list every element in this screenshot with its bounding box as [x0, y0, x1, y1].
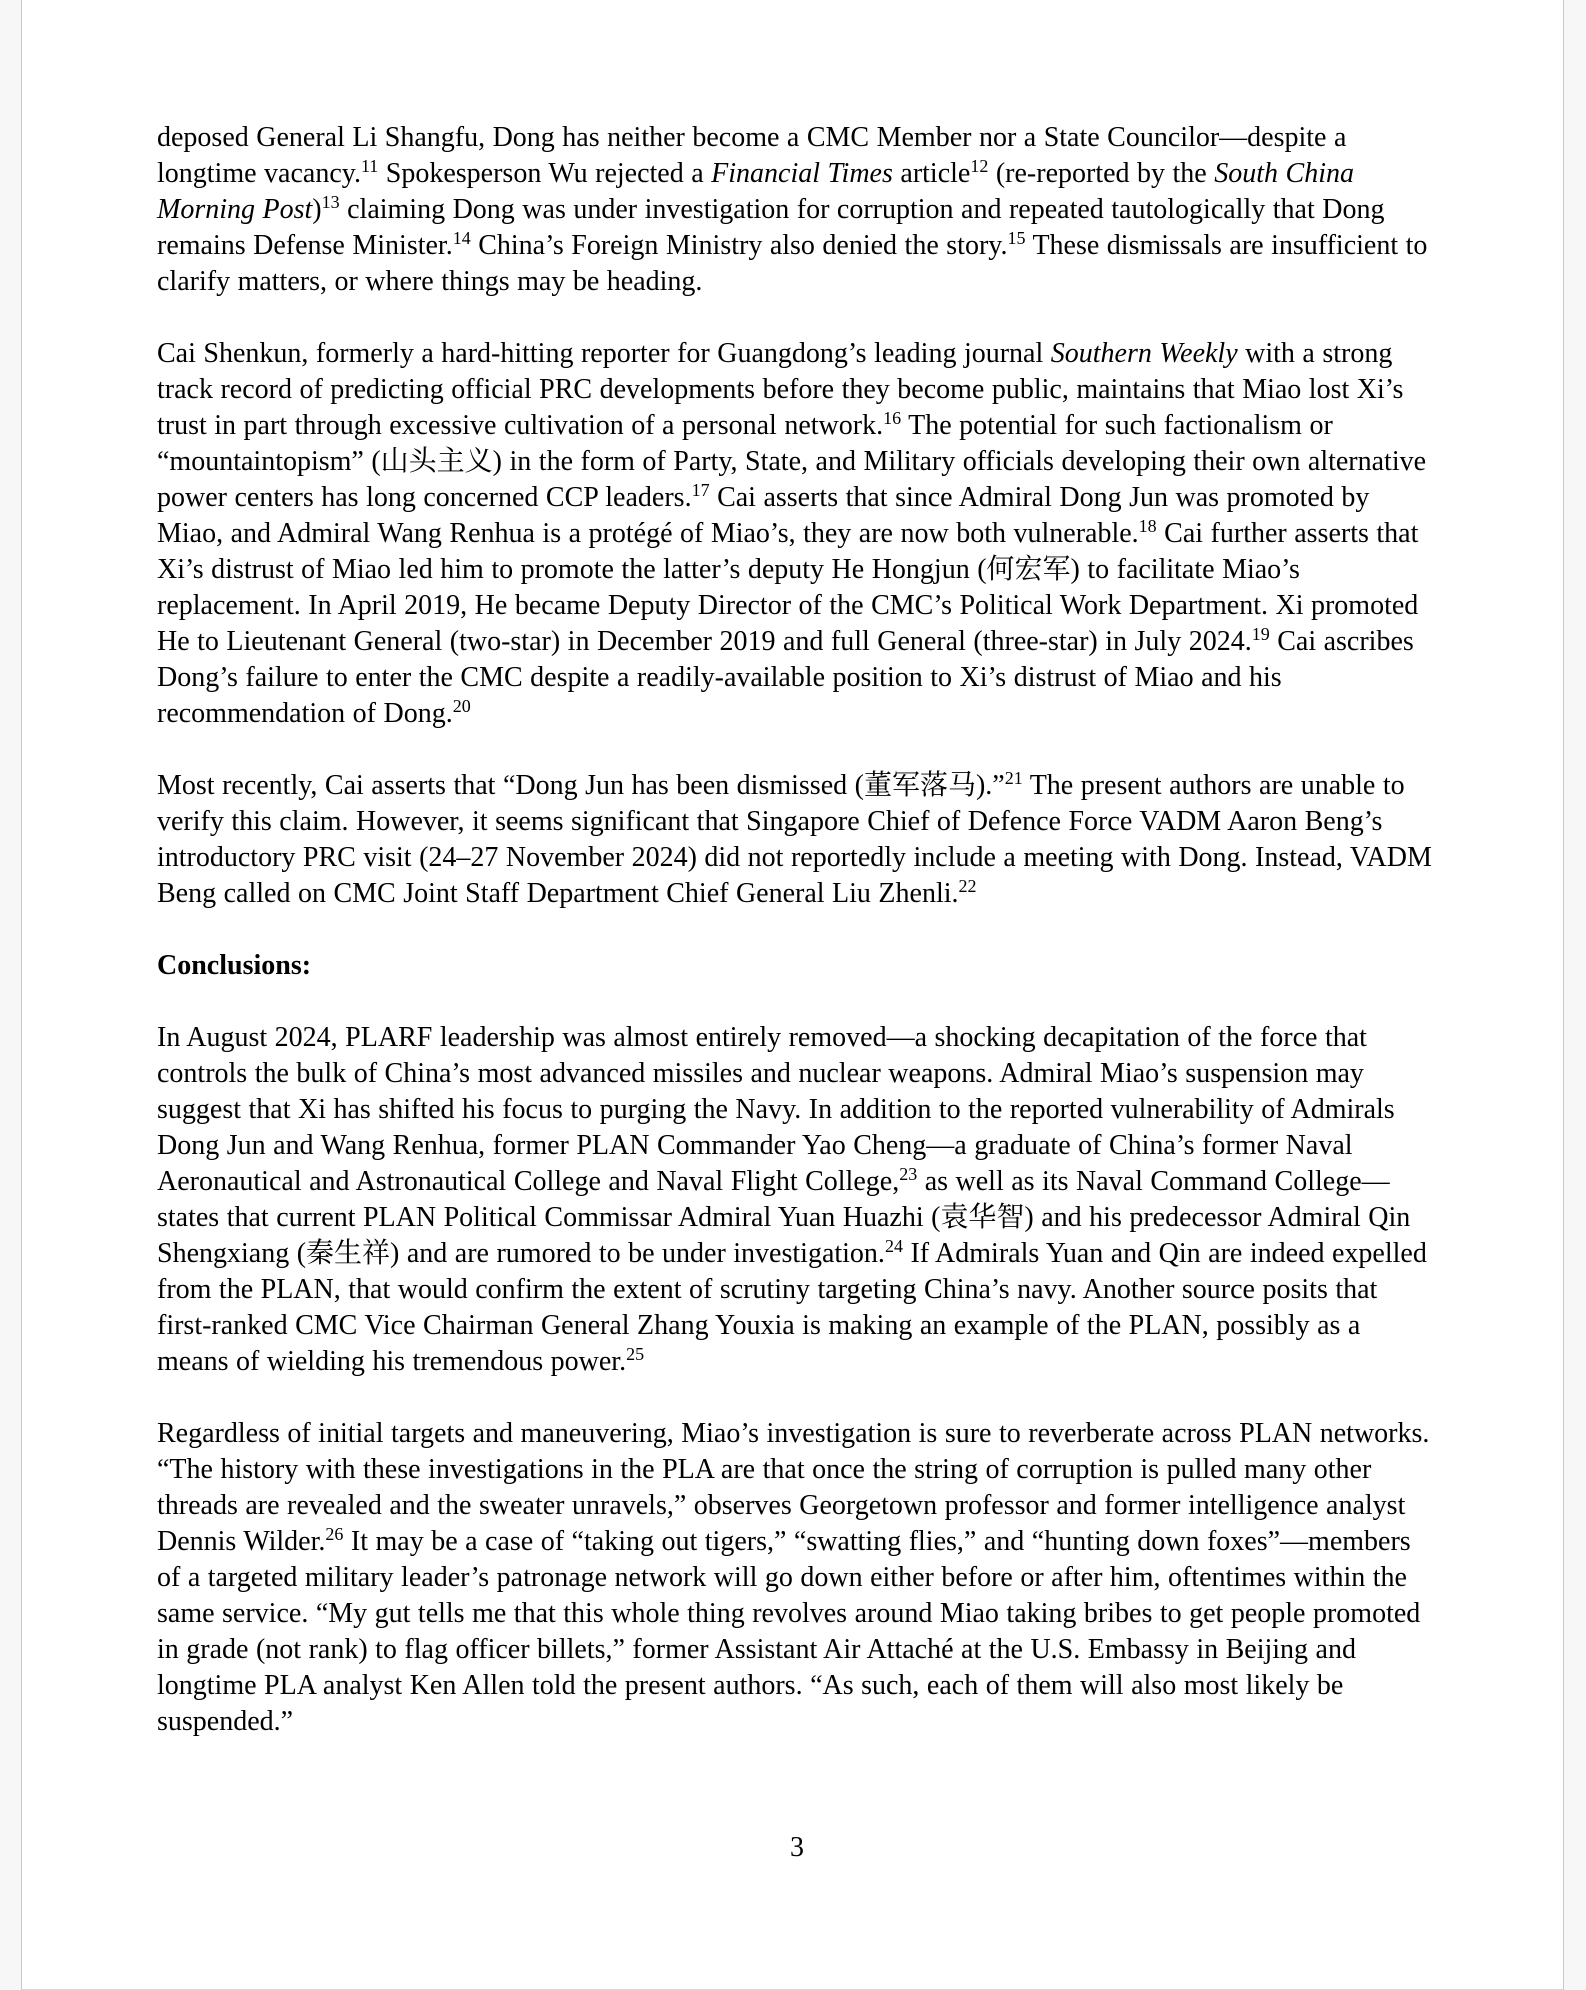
paragraph — [157, 768, 1435, 912]
footnote-ref: 24 — [884, 1236, 903, 1257]
page-number: 3 — [790, 1832, 804, 1863]
paragraph — [157, 336, 1435, 732]
italic-text: Financial Times — [711, 158, 893, 189]
footnote-ref: 17 — [691, 480, 710, 501]
text-run: Spokesperson Wu rejected a — [378, 158, 712, 189]
footnote-ref: 11 — [360, 156, 379, 177]
paragraph — [157, 120, 1435, 300]
text-run: Cai further asserts that Xi’s distrust of Miao led him to promote the latter’s deputy He Hongjun (何宏军) to facilitate Miao’s replacement. In April 2019, He became Deputy Director of the CMC’s Political Work Department. Xi promoted He to Lieutenant General (two-star) in December 2019 and full General (three-star) in July 2024. — [157, 518, 1419, 657]
footnote-ref: 25 — [626, 1344, 645, 1365]
footnote-ref: 13 — [321, 192, 340, 213]
footnote-ref: 20 — [452, 696, 471, 717]
document-body — [22, 0, 1563, 1740]
text-run: Cai Shenkun, formerly a hard-hitting reporter for Guangdong’s leading journal — [157, 338, 1051, 369]
section-heading — [157, 948, 1435, 984]
text-run: ) — [312, 194, 322, 225]
text-run: Cai ascribes Dong’s failure to enter the CMC despite a readily-available position to Xi’s distrust of Miao and his recommendation of Dong. — [157, 626, 1414, 729]
text-run: The present authors are unable to verify this claim. However, it seems significant that Singapore Chief of Defence Force VADM Aaron Beng’s introductory PRC visit (24–27 November 2024) did not reportedly include a meeting with Dong. Instead, VADM Beng called on CMC Joint Staff Department Chief General Liu Zhenli. — [157, 770, 1432, 909]
footnote-ref: 22 — [958, 876, 977, 897]
footnote-ref: 23 — [899, 1164, 918, 1185]
footnote-ref: 19 — [1251, 624, 1270, 645]
text-run: It may be a case of “taking out tigers,” “swatting flies,” and “hunting down foxes”—members of a targeted military leader’s patronage network will go down either before or after him, oftentimes within the same service. “My gut tells me that this whole thing revolves around Miao taking bribes to get people promoted in grade (not rank) to flag officer billets,” former Assistant Air Attaché at the U.S. Embassy in Beijing and longtime PLA analyst Ken Allen told the present authors. “As such, each of them will also most likely be suspended.” — [157, 1526, 1421, 1737]
footnote-ref: 14 — [452, 228, 471, 249]
text-run: as well as its Naval Command College—states that current PLAN Political Commissar Admiral Yuan Huazhi (袁华智) and his predecessor Admiral Qin Shengxiang (秦生祥) and are rumored to be under investigation. — [157, 1166, 1411, 1269]
text-run: with a strong track record of predicting official PRC developments before they become public, maintains that Miao lost Xi’s trust in part through excessive cultivation of a personal network. — [157, 338, 1404, 441]
text-run: In August 2024, PLARF leadership was almost entirely removed—a shocking decapitation of the force that controls the bulk of China’s most advanced missiles and nuclear weapons. Admiral Miao’s suspension may suggest that Xi has shifted his focus to purging the Navy. In addition to the reported vulnerability of Admirals Dong Jun and Wang Renhua, former PLAN Commander Yao Cheng—a graduate of China’s former Naval Aeronautical and Astronautical College and Naval Flight College, — [157, 1022, 1395, 1197]
text-run: If Admirals Yuan and Qin are indeed expelled from the PLAN, that would confirm the extent of scrutiny targeting China’s navy. Another source posits that first-ranked CMC Vice Chairman General Zhang Youxia is making an example of the PLAN, possibly as a means of wielding his tremendous power. — [157, 1238, 1427, 1377]
footnote-ref: 15 — [1007, 228, 1026, 249]
footnote-ref: 18 — [1138, 516, 1157, 537]
paragraph — [157, 1020, 1435, 1380]
italic-text: Southern Weekly — [1050, 338, 1238, 369]
text-run: China’s Foreign Ministry also denied the story. — [470, 230, 1008, 261]
text-run: Regardless of initial targets and maneuvering, Miao’s investigation is sure to reverberate across PLAN networks. “The history with these investigations in the PLA are that once the string of corruption is pulled many other threads are revealed and the sweater unravels,” observes Georgetown professor and former intelligence analyst Dennis Wilder. — [157, 1418, 1430, 1557]
footnote-ref: 21 — [1004, 768, 1023, 789]
footnote-ref: 26 — [325, 1524, 344, 1545]
text-run: Most recently, Cai asserts that “Dong Jun has been dismissed (董军落马).” — [157, 770, 1005, 801]
text-run: claiming Dong was under investigation for corruption and repeated tautologically that Dong remains Defense Minister. — [157, 194, 1385, 261]
text-run: The potential for such factionalism or “mountaintopism” (山头主义) in the form of Party, State, and Military officials developing their own alternative power centers has long concerned CCP leaders. — [157, 410, 1427, 513]
text-run: article — [892, 158, 971, 189]
italic-text: South China Morning Post — [157, 158, 1354, 225]
bold-text: Conclusions: — [157, 950, 312, 981]
text-run: deposed General Li Shangfu, Dong has neither become a CMC Member nor a State Councilor—despite a longtime vacancy. — [157, 122, 1347, 189]
document-page — [21, 0, 1564, 1990]
footnote-ref: 16 — [883, 408, 902, 429]
text-run: Cai asserts that since Admiral Dong Jun was promoted by Miao, and Admiral Wang Renhua is a protégé of Miao’s, they are now both vulnerable. — [157, 482, 1370, 549]
paragraph — [157, 1416, 1435, 1740]
text-run: (re-reported by the — [988, 158, 1215, 189]
footnote-ref: 12 — [970, 156, 989, 177]
text-run: These dismissals are insufficient to clarify matters, or where things may be heading. — [157, 230, 1428, 297]
